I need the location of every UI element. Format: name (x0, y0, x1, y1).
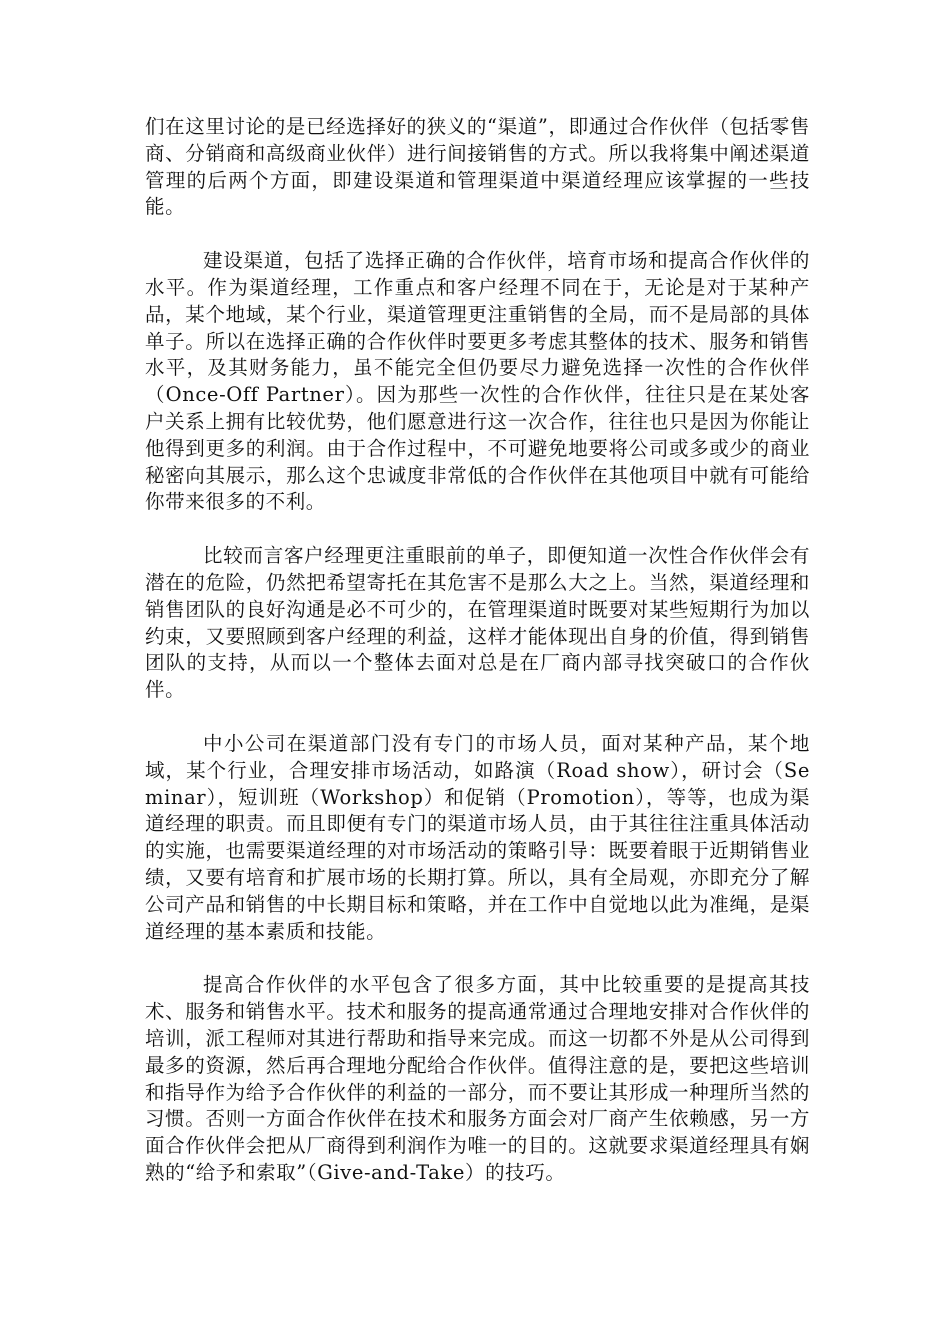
paragraph-4: 中小公司在渠道部门没有专门的市场人员，面对某种产品，某个地域，某个行业，合理安排市场活动，如路演（Road show），研讨会（Seminar），短训班（Workshop）和促销（Promotion），等等，也成为渠道经理的职责。而且即便有专门的渠道市场人员，由于其往往注重具体活动的实施，也需要渠道经理的对市场活动的策略引导：既要着眼于近期销售业绩，又要有培育和扩展市场的长期打算。所以，具有全局观，亦即充分了解公司产品和销售的中长期目标和策略，并在工作中自觉地以此为准绳，是渠道经理的基本素质和技能。 (145, 731, 810, 943)
paragraph-2: 建设渠道，包括了选择正确的合作伙伴，培育市场和提高合作伙伴的水平。作为渠道经理，工作重点和客户经理不同在于，无论是对于某种产品，某个地域，某个行业，渠道管理更注重销售的全局，而不是局部的具体单子。所以在选择正确的合作伙伴时要更多考虑其整体的技术、服务和销售水平，及其财务能力，虽不能完全但仍要尽力避免选择一次性的合作伙伴（Once-Off Partner）。因为那些一次性的合作伙伴，往往只是在某处客户关系上拥有比较优势，他们愿意进行这一次合作，往往也只是因为你能让他得到更多的利润。由于合作过程中，不可避免地要将公司或多或少的商业秘密向其展示，那么这个忠诚度非常低的合作伙伴在其他项目中就有可能给你带来很多的不利。 (145, 249, 810, 514)
paragraph-1: 们在这里讨论的是已经选择好的狭义的“渠道”，即通过合作伙伴（包括零售商、分销商和高级商业伙伴）进行间接销售的方式。所以我将集中阐述渠道管理的后两个方面，即建设渠道和管理渠道中渠道经理应该掌握的一些技能。 (145, 115, 810, 219)
paragraph-5: 提高合作伙伴的水平包含了很多方面，其中比较重要的是提高其技术、服务和销售水平。技术和服务的提高通常通过合理地安排对合作伙伴的培训，派工程师对其进行帮助和指导来完成。而这一切都不外是从公司得到最多的资源，然后再合理地分配给合作伙伴。值得注意的是，要把这些培训和指导作为给予合作伙伴的利益的一部分，而不要让其形成一种理所当然的习惯。否则一方面合作伙伴在技术和服务方面会对厂商产生依赖感，另一方面合作伙伴会把从厂商得到利润作为唯一的目的。这就要求渠道经理具有娴熟的“给予和索取”（Give-and-Take）的技巧。 (145, 973, 810, 1184)
paragraph-3: 比较而言客户经理更注重眼前的单子，即便知道一次性合作伙伴会有潜在的危险，仍然把希望寄托在其危害不是那么大之上。当然，渠道经理和销售团队的良好沟通是必不可少的，在管理渠道时既要对某些短期行为加以约束，又要照顾到客户经理的利益，这样才能体现出自身的价值，得到销售团队的支持，从而以一个整体去面对总是在厂商内部寻找突破口的合作伙伴。 (145, 544, 810, 702)
document-body (145, 114, 810, 1214)
